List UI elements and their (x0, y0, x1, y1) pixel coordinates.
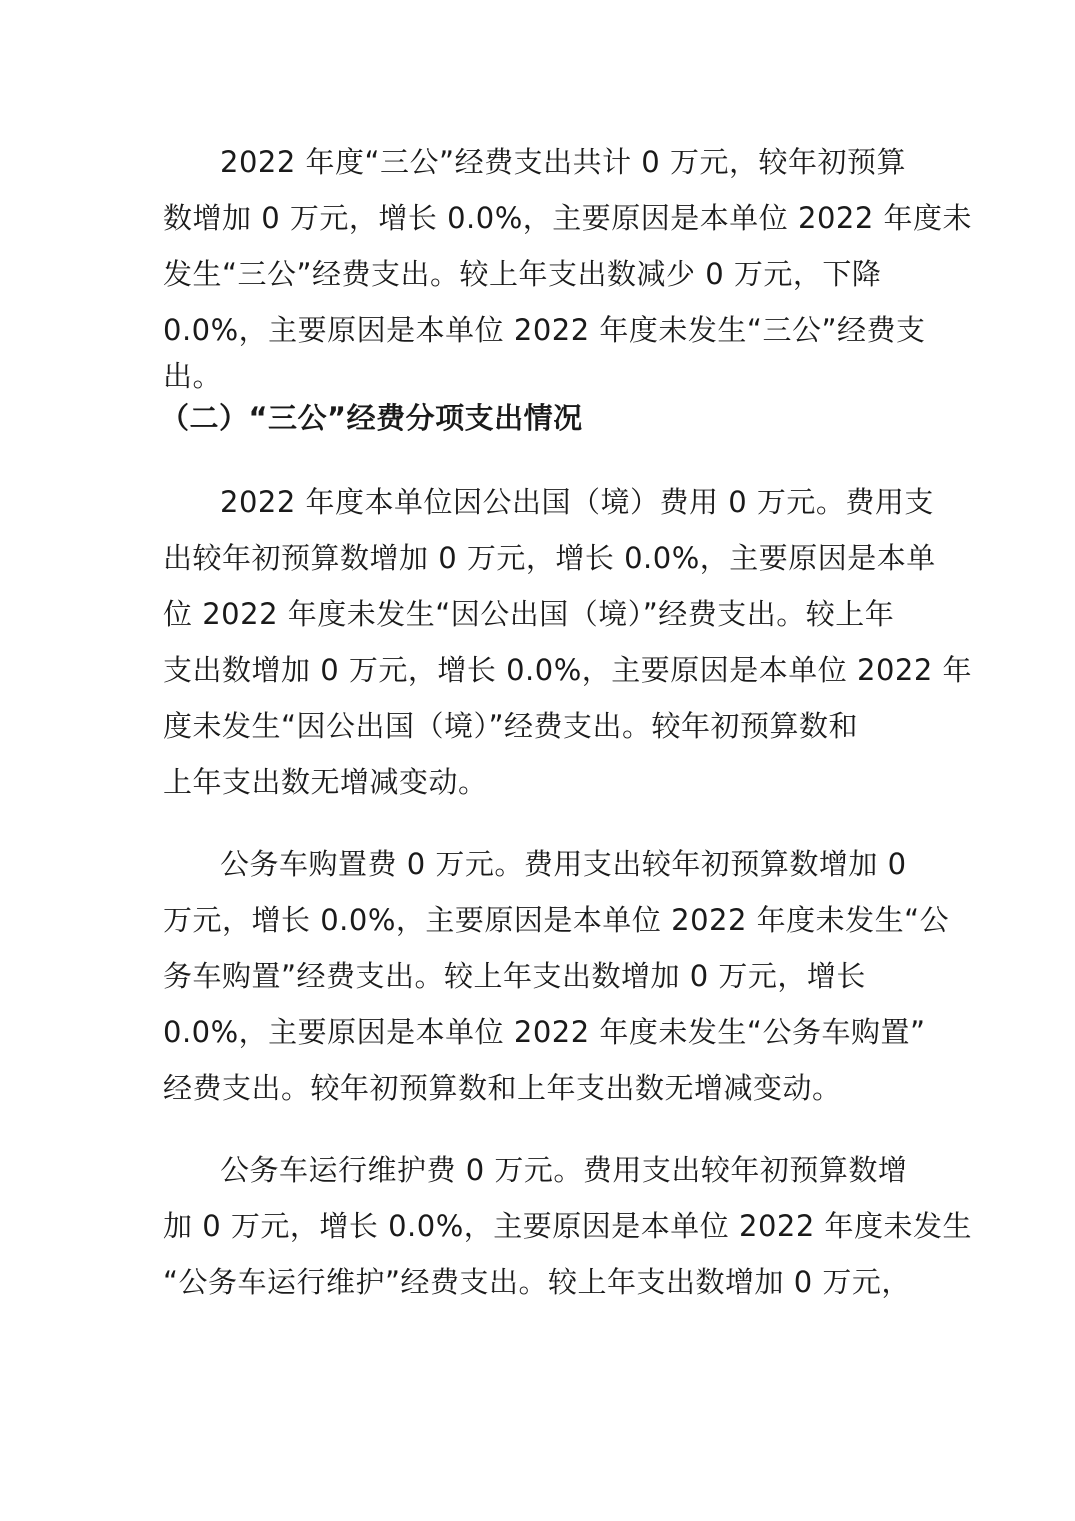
section-heading: （二）“三公”经费分项支出情况 (160, 401, 583, 435)
text-line: 加 0 万元，增长 0.0%，主要原因是本单位 2022 年度未发生 (163, 1209, 973, 1243)
text-line: 公务车购置费 0 万元。费用支出较年初预算数增加 0 (220, 847, 907, 881)
text-line: 万元，增长 0.0%，主要原因是本单位 2022 年度未发生“公 (163, 903, 950, 937)
text-line: 发生“三公”经费支出。较上年支出数减少 0 万元，下降 (163, 257, 882, 291)
text-line: 数增加 0 万元，增长 0.0%，主要原因是本单位 2022 年度未 (163, 201, 973, 235)
text-line: 支出数增加 0 万元，增长 0.0%，主要原因是本单位 2022 年 (163, 653, 973, 687)
text-line: “公务车运行维护”经费支出。较上年支出数增加 0 万元， (163, 1265, 911, 1299)
text-line: 位 2022 年度未发生“因公出国（境）”经费支出。较上年 (163, 597, 895, 631)
text-line: 出。 (163, 359, 223, 393)
text-line: 2022 年度本单位因公出国（境）费用 0 万元。费用支 (220, 485, 934, 519)
text-line: 经费支出。较年初预算数和上年支出数无增减变动。 (163, 1071, 842, 1105)
text-line: 度未发生“因公出国（境）”经费支出。较年初预算数和 (163, 709, 859, 743)
text-line: 上年支出数无增减变动。 (163, 765, 488, 799)
text-line: 务车购置”经费支出。较上年支出数增加 0 万元，增长 (163, 959, 866, 993)
text-line: 出较年初预算数增加 0 万元，增长 0.0%，主要原因是本单 (163, 541, 936, 575)
text-line: 2022 年度“三公”经费支出共计 0 万元，较年初预算 (220, 145, 906, 179)
text-line: 0.0%，主要原因是本单位 2022 年度未发生“公务车购置” (163, 1015, 926, 1049)
text-line: 0.0%，主要原因是本单位 2022 年度未发生“三公”经费支 (163, 313, 926, 347)
text-line: 公务车运行维护费 0 万元。费用支出较年初预算数增 (220, 1153, 908, 1187)
